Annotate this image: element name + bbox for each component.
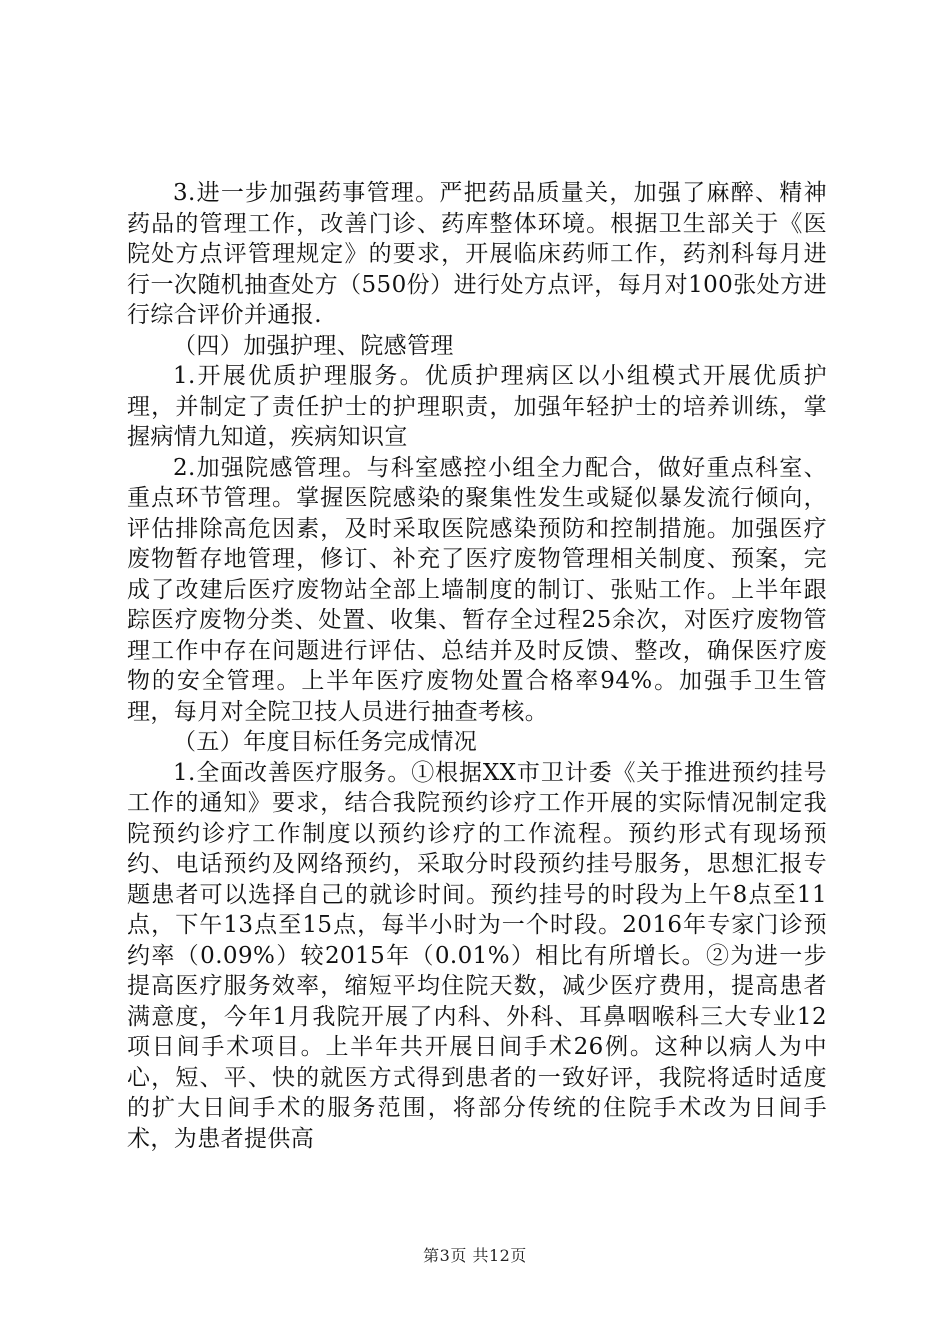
section-heading-annual-goals: （五）年度目标任务完成情况 bbox=[173, 729, 478, 755]
document-body bbox=[127, 178, 827, 1154]
section-heading-nursing: （四）加强护理、院感管理 bbox=[173, 332, 454, 359]
paragraph-medical-service: 1.全面改善医疗服务。①根据XX市卫计委《关于推进预约挂号工作的通知》要求，结合我院预约诊疗工作开展的实际情况制定我院预约诊疗工作制度以预约诊疗的工作流程。预约形式有现场预约、电话预约及网络预约，采取分时段预约挂号服务，思想汇报专题患者可以选择自己的就诊时间。预约挂号的时段为上午8点至11点，下午13点至15点，每半小时为一个时段。2016年专家门诊预约率（0.09%）较2015年（0.01%）相比有所增长。②为进一步提高医疗服务效率，缩短平均住院天数，减少医疗费用，提高患者满意度，今年1月我院开展了内科、外科、耳鼻咽喉科三大专业12项日间手术项目。上半年共开展日间手术26例。这种以病人为中心，短、平、快的就医方式得到患者的一致好评，我院将适时适度的扩大日间手术的服务范围，将部分传统的住院手术改为日间手术，为患者提供高 bbox=[127, 759, 827, 1152]
paragraph-pharmacy-management: 3.进一步加强药事管理。严把药品质量关，加强了麻醉、精神药品的管理工作，改善门诊、药库整体环境。根据卫生部关于《医院处方点评管理规定》的要求，开展临床药师工作，药剂科每月进行一次随机抽查处方（550份）进行处方点评，每月对100张处方进行综合评价并通报. bbox=[127, 180, 827, 328]
paragraph-infection-control: 2.加强院感管理。与科室感控小组全力配合，做好重点科室、重点环节管理。掌握医院感染的聚集性发生或疑似暴发流行倾向，评估排除高危因素，及时采取医院感染预防和控制措施。加强医疗废物暂存地管理，修订、补充了医疗废物管理相关制度、预案，完成了改建后医疗废物站全部上墙制度的制订、张贴工作。上半年跟踪医疗废物分类、处置、收集、暂存全过程25余次，对医疗废物管理工作中存在问题进行评估、总结并及时反馈、整改，确保医疗废物的安全管理。上半年医疗废物处置合格率94%。加强手卫生管理，每月对全院卫技人员进行抽查考核。 bbox=[127, 454, 827, 725]
paragraph-quality-nursing: 1.开展优质护理服务。优质护理病区以小组模式开展优质护理，并制定了责任护士的护理职责，加强年轻护士的培养训练，掌握病情九知道，疾病知识宣 bbox=[127, 363, 827, 450]
page-footer: 第3页 共12页 bbox=[423, 1246, 527, 1265]
